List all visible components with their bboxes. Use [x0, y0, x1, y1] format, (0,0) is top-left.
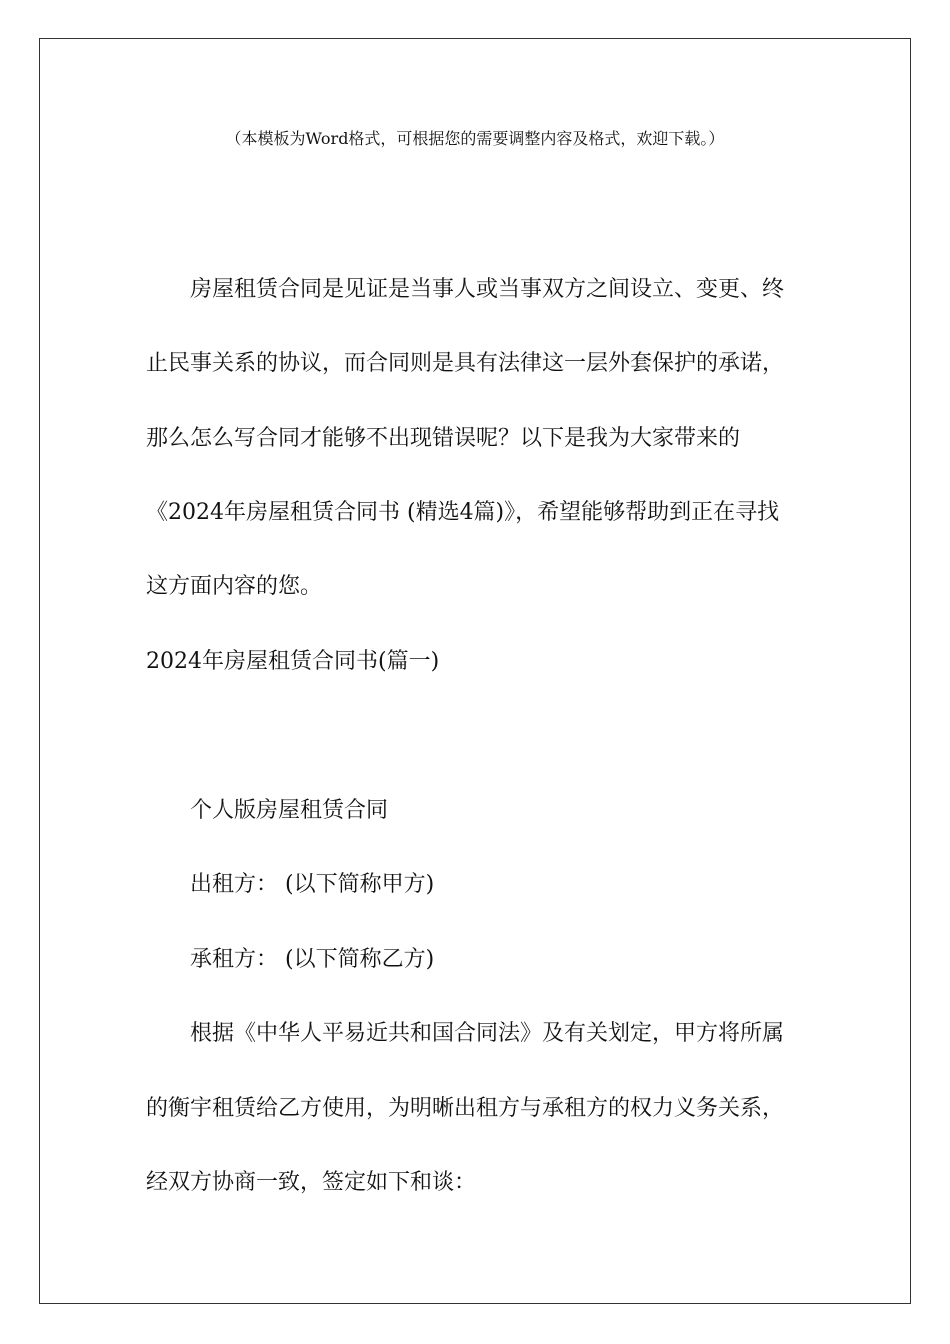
template-notice: （本模板为Word格式，可根据您的需要调整内容及格式，欢迎下载。）	[225, 129, 725, 148]
intro-line-3: 那么怎么写合同才能够不出现错误呢？以下是我为大家带来的	[146, 426, 741, 451]
intro-line-5: 这方面内容的您。	[146, 574, 323, 599]
intro-line-4: 《2024年房屋租赁合同书 (精选4篇)》，希望能够帮助到正在寻找	[146, 500, 780, 525]
body-line-1: 根据《中华人平易近共和国合同法》及有关划定，甲方将所属	[190, 1021, 785, 1046]
section-title: 2024年房屋租赁合同书(篇一)	[146, 649, 440, 674]
body-line-2: 的衡宇租赁给乙方使用，为明晰出租方与承租方的权力义务关系，	[146, 1096, 785, 1121]
lessee-line: 承租方： (以下简称乙方)	[190, 947, 435, 972]
contract-title: 个人版房屋租赁合同	[190, 798, 389, 823]
body-line-3: 经双方协商一致，签定如下和谈：	[146, 1170, 477, 1195]
intro-line-1: 房屋租赁合同是见证是当事人或当事双方之间设立、变更、终	[190, 277, 785, 302]
lessor-line: 出租方： (以下简称甲方)	[190, 872, 435, 897]
intro-line-2: 止民事关系的协议，而合同则是具有法律这一层外套保护的承诺，	[146, 351, 785, 376]
